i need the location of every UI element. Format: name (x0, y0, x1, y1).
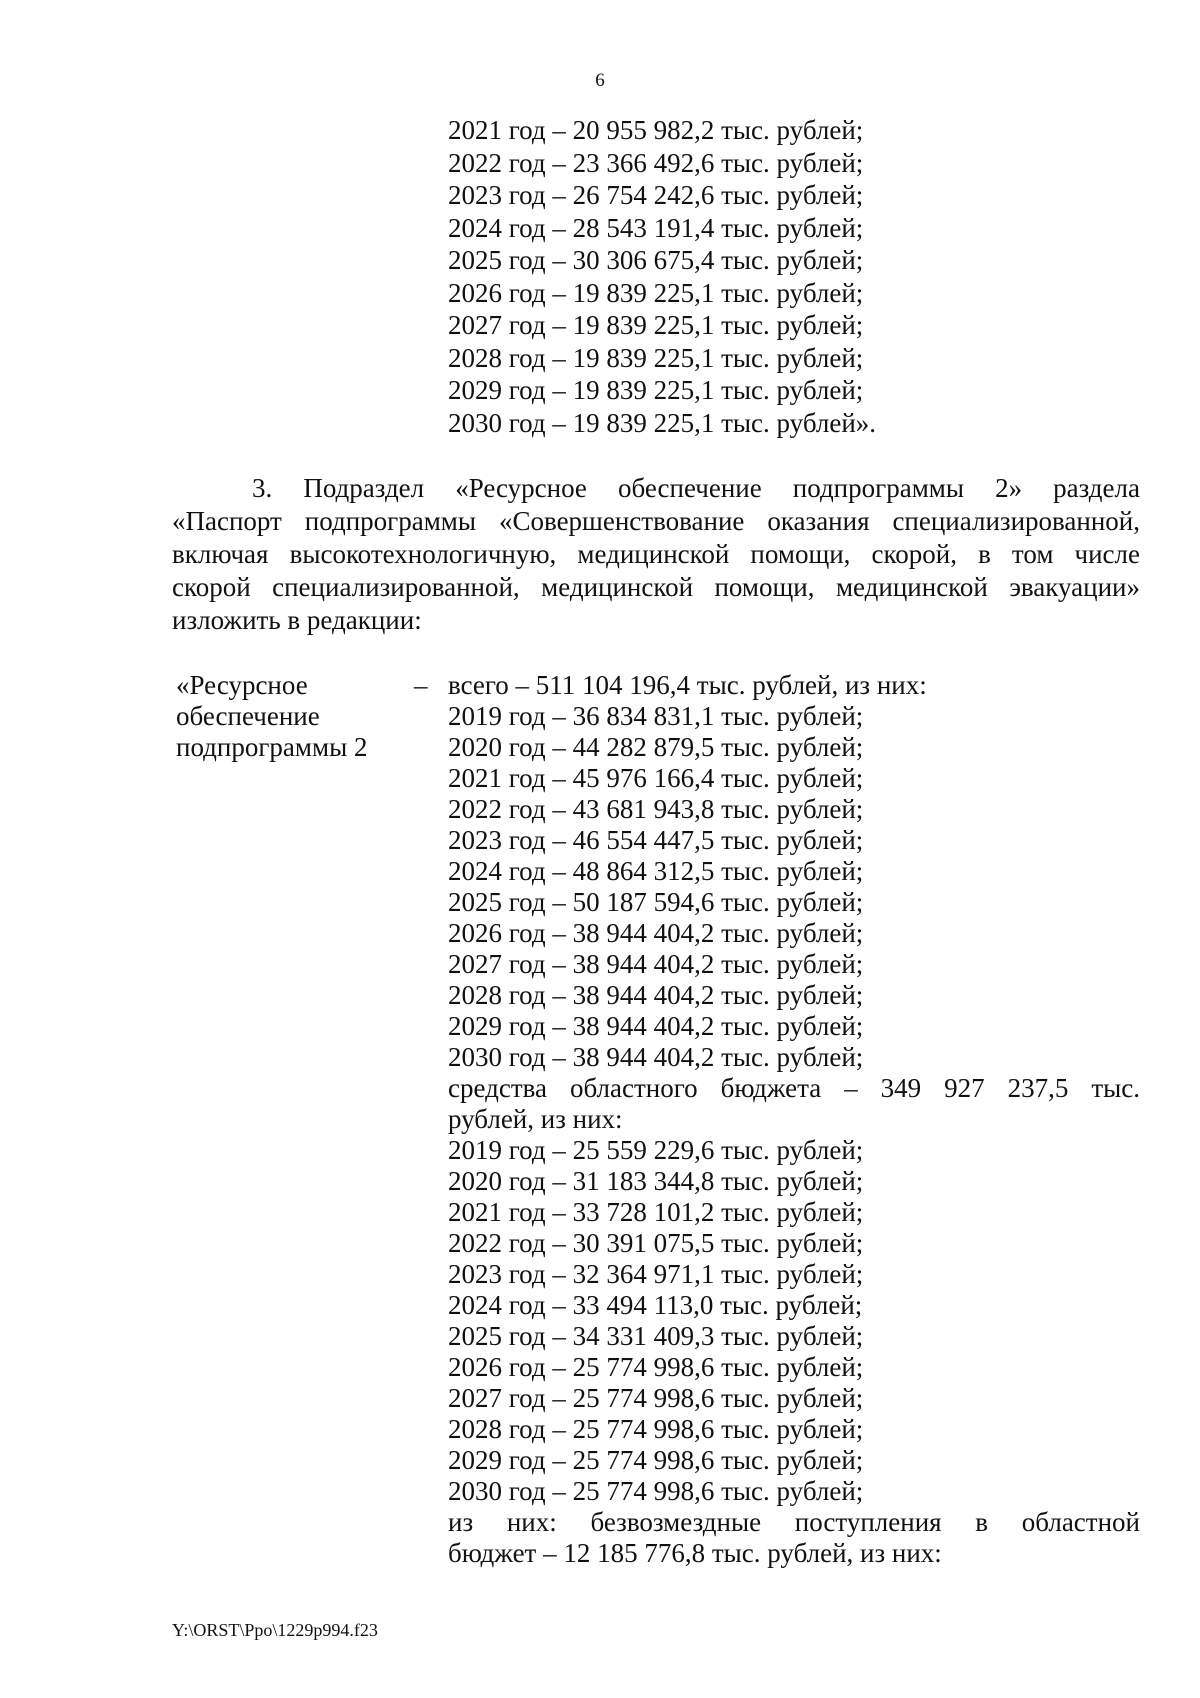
list-item: 2026 год – 19 839 225,1 тыс. рублей; (448, 277, 864, 308)
list-item: 2023 год – 46 554 447,5 тыс. рублей; (448, 825, 864, 855)
file-path-footer: Y:\ORST\Ppo\1229p994.f23 (172, 1620, 378, 1640)
paragraph-line: включая высокотехнологичную, медицинской помощи, скорой, в том числе (172, 539, 1140, 569)
list-item: 2020 год – 31 183 344,8 тыс. рублей; (448, 1166, 864, 1196)
list-item: 2026 год – 38 944 404,2 тыс. рублей; (448, 918, 864, 948)
list-item: 2021 год – 33 728 101,2 тыс. рублей; (448, 1197, 864, 1227)
amendment-paragraph (172, 472, 1140, 637)
paragraph-line: скорой специализированной, медицинской помощи, медицинской эвакуации» (172, 572, 1140, 602)
list-item: 2030 год – 19 839 225,1 тыс. рублей». (448, 407, 877, 438)
list-item: 2019 год – 25 559 229,6 тыс. рублей; (448, 1135, 864, 1165)
paragraph-line: «Паспорт подпрограммы «Совершенствование оказания специализированной, (172, 506, 1140, 536)
list-item: 2028 год – 25 774 998,6 тыс. рублей; (448, 1414, 864, 1444)
list-item: 2023 год – 32 364 971,1 тыс. рублей; (448, 1259, 864, 1289)
list-item: 2019 год – 36 834 831,1 тыс. рублей; (448, 701, 864, 731)
section-dash: – (414, 670, 428, 700)
list-item: 2022 год – 23 366 492,6 тыс. рублей; (448, 147, 864, 178)
list-item: 2024 год – 33 494 113,0 тыс. рублей; (448, 1290, 863, 1320)
label-line: подпрограммы 2 (176, 732, 368, 762)
top-year-list (448, 114, 876, 439)
label-line: «Ресурсное (176, 670, 308, 700)
section-values (448, 670, 1140, 1569)
list-item: 2024 год – 48 864 312,5 тыс. рублей; (448, 856, 864, 886)
list-item: 2027 год – 25 774 998,6 тыс. рублей; (448, 1383, 864, 1413)
list-item: 2020 год – 44 282 879,5 тыс. рублей; (448, 732, 864, 762)
list-item: 2029 год – 19 839 225,1 тыс. рублей; (448, 375, 864, 405)
paragraph-line: 3. Подраздел «Ресурсное обеспечение подпрограммы 2» раздела (252, 473, 1140, 503)
list-item: 2027 год – 38 944 404,2 тыс. рублей; (448, 949, 864, 979)
label-line: обеспечение (176, 701, 320, 731)
list-item: 2027 год – 19 839 225,1 тыс. рублей; (448, 310, 864, 340)
list-item: 2021 год – 20 955 982,2 тыс. рублей; (448, 115, 864, 145)
list-item: 2026 год – 25 774 998,6 тыс. рублей; (448, 1352, 864, 1382)
regional-budget-line-2: рублей, из них: (448, 1104, 623, 1134)
page-number: 6 (595, 70, 605, 91)
list-item: 2029 год – 38 944 404,2 тыс. рублей; (448, 1011, 864, 1041)
list-item: 2029 год – 25 774 998,6 тыс. рублей; (448, 1445, 864, 1475)
total-line: всего – 511 104 196,4 тыс. рублей, из них: (448, 670, 927, 700)
list-item: 2030 год – 25 774 998,6 тыс. рублей; (448, 1476, 864, 1506)
regional-budget-line: средства областного бюджета – 349 927 237,5 тыс. (448, 1073, 1140, 1103)
list-item: 2022 год – 43 681 943,8 тыс. рублей; (448, 794, 864, 824)
section-label (176, 670, 406, 763)
list-item: 2021 год – 45 976 166,4 тыс. рублей; (448, 763, 864, 793)
paragraph-line: изложить в редакции: (172, 605, 422, 635)
list-item: 2028 год – 19 839 225,1 тыс. рублей; (448, 342, 864, 373)
list-item: 2025 год – 50 187 594,6 тыс. рублей; (448, 887, 864, 917)
list-item: 2024 год – 28 543 191,4 тыс. рублей; (448, 212, 864, 243)
list-item: 2022 год – 30 391 075,5 тыс. рублей; (448, 1228, 864, 1258)
list-item: 2025 год – 30 306 675,4 тыс. рублей; (448, 245, 864, 275)
list-item: 2025 год – 34 331 409,3 тыс. рублей; (448, 1321, 864, 1351)
grants-line: из них: безвозмездные поступления в областной (448, 1507, 1140, 1537)
list-item: 2028 год – 38 944 404,2 тыс. рублей; (448, 980, 864, 1010)
list-item: 2030 год – 38 944 404,2 тыс. рублей; (448, 1042, 864, 1072)
grants-line-2: бюджет – 12 185 776,8 тыс. рублей, из них: (448, 1538, 942, 1568)
list-item: 2023 год – 26 754 242,6 тыс. рублей; (448, 180, 864, 210)
